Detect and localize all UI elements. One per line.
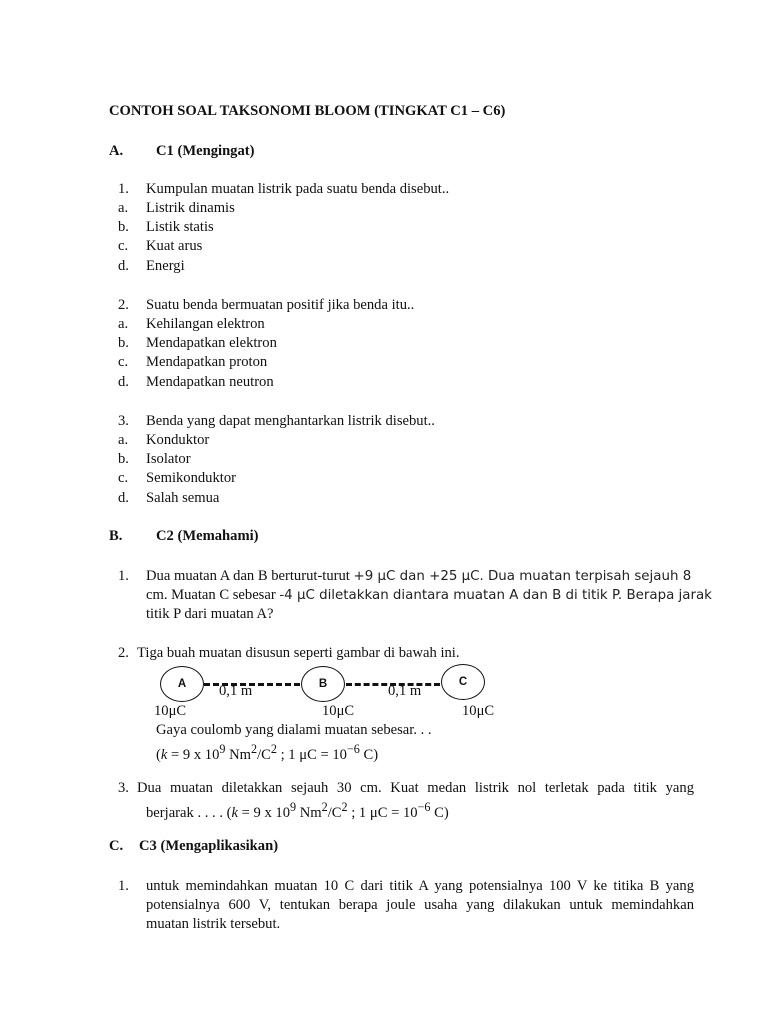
- option-text: Kuat arus: [146, 238, 203, 254]
- unit-text: C): [430, 804, 449, 821]
- question-number: 3.: [118, 413, 129, 429]
- option-text: Mendapatkan neutron: [146, 374, 274, 390]
- question-text-line: [146, 586, 712, 605]
- coulomb-constant-symbol: k: [231, 804, 238, 821]
- power-base: 10: [332, 746, 347, 763]
- option-text: Semikonduktor: [146, 470, 236, 486]
- question-text: Gaya coulomb yang dialami muatan sebesar. . .: [156, 722, 432, 738]
- question-text-part: berjarak . . . . (: [146, 804, 232, 821]
- option-letter: b.: [118, 335, 129, 351]
- option-text: Isolator: [146, 451, 191, 467]
- question-text-line: Dua muatan diletakkan sejauh 30 cm. Kuat medan listrik nol terletak pada titik yang: [137, 780, 694, 796]
- equals-text: = 9 x: [237, 804, 276, 821]
- option-text: Listik statis: [146, 219, 214, 235]
- option-text: Energi: [146, 258, 185, 274]
- question-text: Suatu benda bermuatan positif jika benda itu..: [146, 297, 415, 313]
- constants-line: [156, 740, 378, 764]
- section-c-title: C3 (Mengaplikasikan): [139, 838, 279, 854]
- separator-text: ; 1 μC =: [347, 804, 403, 821]
- question-text: Benda yang dapat menghantarkan listrik disebut..: [146, 413, 435, 429]
- option-text: Listrik dinamis: [146, 200, 235, 216]
- question-number: 2.: [118, 297, 129, 313]
- charge-c-circle: [441, 664, 485, 700]
- option-letter: d.: [118, 490, 129, 506]
- question-text-line: untuk memindahkan muatan 10 C dari titik A yang potensialnya 100 V ke titika B yang: [146, 878, 694, 894]
- option-letter: b.: [118, 451, 129, 467]
- question-text: Kumpulan muatan listrik pada suatu benda disebut..: [146, 181, 450, 197]
- option-letter: a.: [118, 316, 129, 332]
- option-text: Salah semua: [146, 490, 220, 506]
- question-text-part: -4 μC diletakkan diantara muatan A dan B di titik P. Berapa jarak: [279, 588, 712, 603]
- option-letter: a.: [118, 432, 129, 448]
- equals-text: = 9 x: [167, 746, 205, 763]
- question-text-part: +9 μC dan +25 μC. Dua muatan terpisah sejauh 8: [353, 569, 692, 584]
- unit-text: /C: [327, 804, 342, 821]
- question-number: 1.: [118, 181, 129, 197]
- distance-label: 0,1 m: [388, 683, 422, 699]
- question-number: 1.: [118, 568, 129, 584]
- power-base: 10: [402, 804, 418, 821]
- charge-value: 10μC: [322, 703, 355, 719]
- question-text-line: titik P dari muatan A?: [146, 606, 274, 622]
- unit-text: C): [359, 746, 379, 763]
- option-letter: d.: [118, 374, 129, 390]
- constants-line: [146, 798, 449, 822]
- question-number: 1.: [118, 878, 129, 894]
- exponent: 2: [251, 742, 258, 756]
- section-b-title: C2 (Memahami): [156, 528, 259, 544]
- exponent: −6: [346, 742, 360, 756]
- separator-text: ; 1 μC =: [276, 746, 333, 763]
- unit-text: Nm: [225, 746, 251, 763]
- exponent: 9: [219, 742, 226, 756]
- question-text-part: Dua muatan A dan B berturut-turut: [146, 568, 350, 584]
- option-text: Mendapatkan elektron: [146, 335, 277, 351]
- option-text: Konduktor: [146, 432, 210, 448]
- question-text-line: muatan listrik tersebut.: [146, 916, 281, 932]
- exponent: −6: [417, 800, 431, 814]
- exponent: 9: [290, 800, 297, 814]
- unit-text: /C: [257, 746, 271, 763]
- charge-b-circle: [301, 666, 345, 702]
- question-text-line: potensialnya 600 V, tentukan berapa joule usaha yang dilakukan untuk memindahkan: [146, 897, 694, 913]
- question-text-line: [146, 567, 691, 586]
- document-title: CONTOH SOAL TAKSONOMI BLOOM (TINGKAT C1 – C6): [109, 103, 506, 119]
- option-letter: c.: [118, 470, 129, 486]
- option-text: Mendapatkan proton: [146, 354, 268, 370]
- option-letter: c.: [118, 238, 129, 254]
- unit-text: Nm: [296, 804, 322, 821]
- exponent: 2: [341, 800, 348, 814]
- charge-a-circle: [160, 666, 204, 702]
- section-a-title: C1 (Mengingat): [156, 143, 255, 159]
- section-a-letter: A.: [109, 143, 124, 159]
- exponent: 2: [270, 742, 277, 756]
- charge-value: 10μC: [462, 703, 495, 719]
- paren: (: [156, 746, 161, 763]
- option-letter: a.: [118, 200, 129, 216]
- question-text-part: cm. Muatan C sebesar: [146, 587, 276, 603]
- charge-label: A: [177, 678, 187, 690]
- option-text: Kehilangan elektron: [146, 316, 265, 332]
- coulomb-constant-symbol: k: [160, 746, 168, 763]
- power-base: 10: [204, 746, 220, 763]
- power-base: 10: [275, 804, 290, 821]
- section-c-letter: C.: [109, 838, 124, 854]
- option-letter: c.: [118, 354, 129, 370]
- option-letter: d.: [118, 258, 129, 274]
- question-text: Tiga buah muatan disusun seperti gambar di bawah ini.: [137, 645, 460, 661]
- question-number: 2.: [118, 645, 129, 661]
- exponent: 2: [321, 800, 328, 814]
- distance-label: 0,1 m: [219, 683, 253, 699]
- option-letter: b.: [118, 219, 129, 235]
- section-b-letter: B.: [109, 528, 123, 544]
- charge-label: B: [318, 678, 328, 690]
- charge-value: 10μC: [154, 703, 187, 719]
- question-number: 3.: [118, 780, 129, 796]
- charge-label: C: [458, 676, 468, 688]
